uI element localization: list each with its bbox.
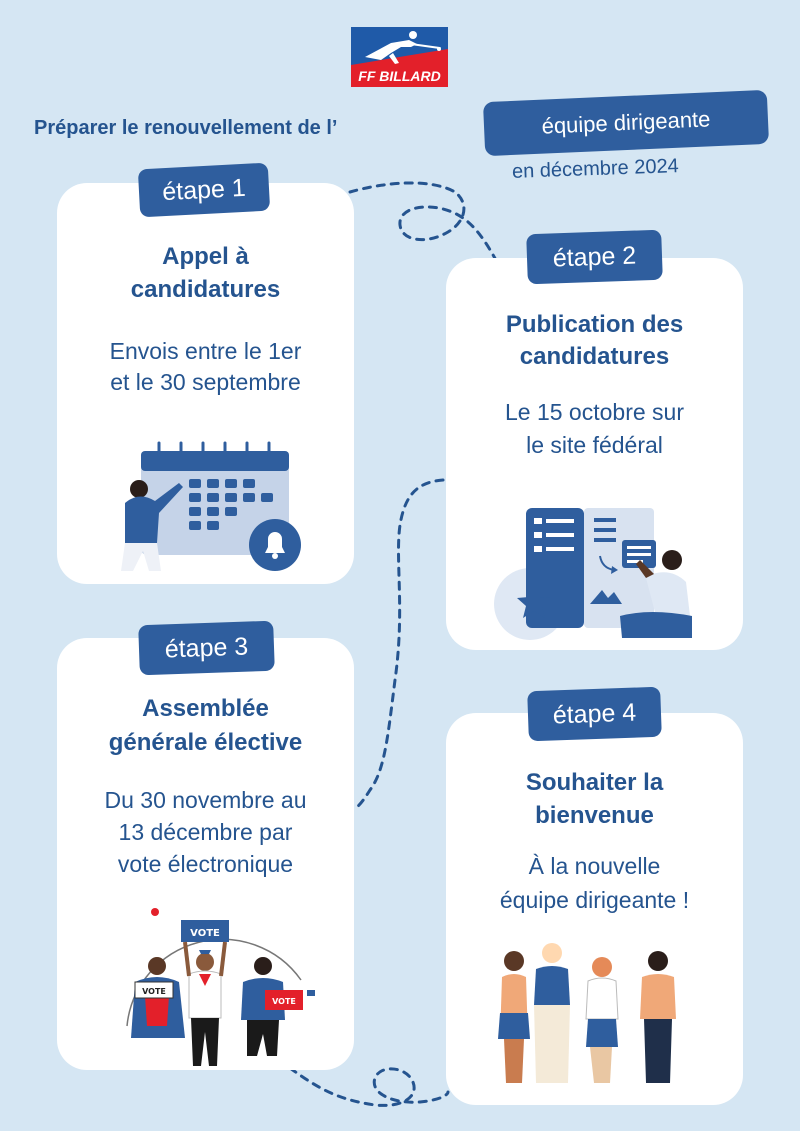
step-3-text-line1: Du 30 novembre au: [104, 787, 307, 813]
svg-text:FF BILLARD: FF BILLARD: [358, 68, 441, 84]
vote-illustration: [105, 906, 325, 1072]
step-1-text-line1: Envois entre le 1er: [109, 338, 302, 364]
title-highlight: équipe dirigeante: [483, 90, 769, 156]
svg-text:VOTE: VOTE: [142, 987, 166, 996]
step-1-title-line2: candidatures: [130, 276, 281, 303]
step-3-text-line2: 13 décembre par: [118, 819, 293, 845]
step-3-label: étape 3: [138, 621, 275, 676]
step-3-title-line2: générale élective: [108, 729, 303, 756]
step-card-4: [446, 713, 743, 1105]
step-1-title-line1: Appel à: [162, 243, 249, 270]
step-4-text-line1: À la nouvelle: [528, 853, 661, 879]
step-card-2: [446, 258, 743, 650]
svg-text:VOTE: VOTE: [272, 997, 296, 1006]
calendar-illustration: [119, 439, 309, 579]
step-card-3: [57, 638, 354, 1070]
step-1-text-line2: et le 30 septembre: [110, 369, 301, 395]
page-subtitle: en décembre 2024: [511, 155, 680, 183]
step-4-title-line2: bienvenue: [535, 802, 654, 829]
step-2-label: étape 2: [526, 230, 663, 285]
step-1-label: étape 1: [138, 163, 270, 218]
svg-text:VOTE: VOTE: [190, 928, 220, 939]
welcome-team-illustration: [490, 939, 700, 1089]
step-2-title-line1: Publication des: [505, 311, 684, 338]
step-2-title-line2: candidatures: [519, 343, 670, 370]
ff-billard-logo: [351, 27, 448, 87]
step-2-text-line1: Le 15 octobre sur: [504, 399, 684, 425]
page-title: Préparer le renouvellement de l’: [34, 117, 338, 139]
step-card-1: [57, 183, 354, 584]
step-4-text-line2: équipe dirigeante !: [499, 887, 690, 913]
step-3-title-line1: Assemblée: [142, 695, 269, 722]
step-4-label: étape 4: [527, 687, 662, 742]
step-2-text-line2: le site fédéral: [526, 432, 663, 458]
step-3-text-line3: vote électronique: [117, 851, 294, 877]
publication-illustration: [490, 504, 700, 640]
step-4-title-line1: Souhaiter la: [525, 769, 664, 796]
